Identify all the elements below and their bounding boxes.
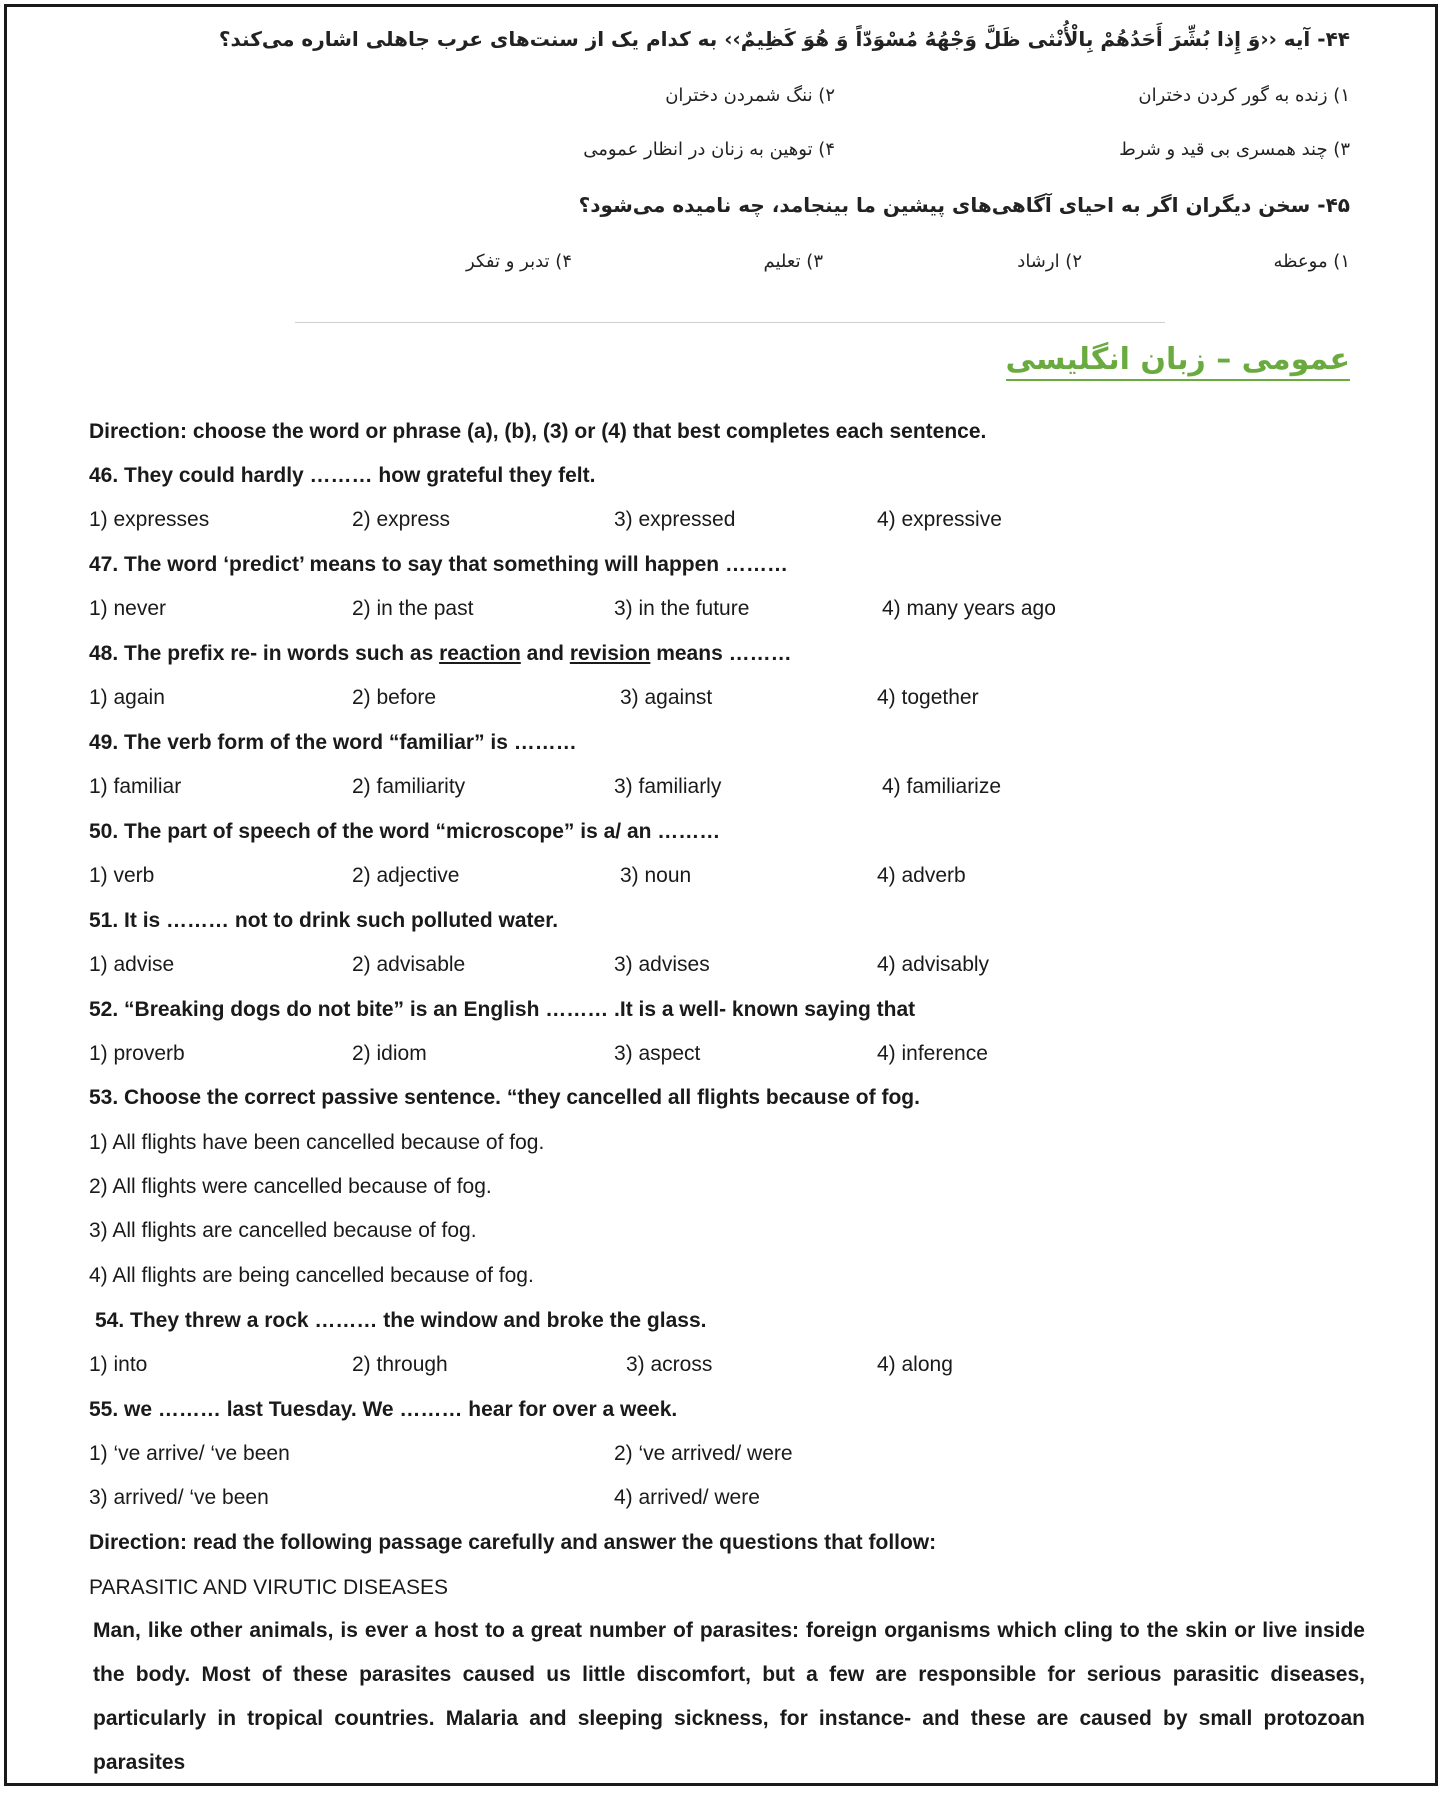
q48-option-3: 3) against [620, 686, 713, 709]
q48-option-2: 2) before [352, 686, 437, 709]
question-44-text: آیه ‹‹وَ إِذا بُشِّرَ أَحَدُهُمْ بِالْأُنْثی ظَلَّ وَجْهُهُ مُسْوَدّاً وَ هُوَ كَظِيمٌ›› به کدام یک از سنت‌های عرب جاهلی اشاره می‌کند؟ [218, 27, 1311, 51]
section-divider [295, 322, 1165, 323]
q54-option-2: 2) through [352, 1353, 448, 1376]
q53-option-1: 1) All flights have been cancelled because of fog. [89, 1131, 545, 1154]
q55-option-1: 1) ‘ve arrive/ ‘ve been [89, 1442, 290, 1465]
exam-page [4, 4, 1438, 1786]
underlined-word-reaction: reaction [439, 642, 521, 665]
q51-option-4: 4) advisably [877, 953, 990, 976]
q46-option-1: 1) expresses [89, 508, 210, 531]
question-50: 50. The part of speech of the word “microscope” is a/ an ……… [89, 820, 721, 843]
direction-2: Direction: read the following passage carefully and answer the questions that follow: [89, 1531, 937, 1554]
q48-option-1: 1) again [89, 686, 165, 709]
q48-option-4: 4) together [877, 686, 979, 709]
question-44-number: ۴۴- [1317, 27, 1350, 51]
q53-option-4: 4) All flights are being cancelled because of fog. [89, 1264, 534, 1287]
question-49: 49. The verb form of the word “familiar” is ……… [89, 731, 577, 754]
q53-option-3: 3) All flights are cancelled because of fog. [89, 1219, 477, 1242]
q49-option-3: 3) familiarly [614, 775, 722, 798]
q52-option-2: 2) idiom [352, 1042, 427, 1065]
q46-option-2: 2) express [352, 508, 451, 531]
q50-option-3: 3) noun [620, 864, 692, 887]
question-46: 46. They could hardly ……… how grateful they felt. [89, 464, 596, 487]
q44-option-1: ۱) زنده به گور کردن دختران [1138, 85, 1350, 106]
question-55: 55. we ……… last Tuesday. We ……… hear for over a week. [89, 1398, 678, 1421]
passage-title: PARASITIC AND VIRUTIC DISEASES [89, 1576, 449, 1599]
q50-option-1: 1) verb [89, 864, 155, 887]
q47-option-2: 2) in the past [352, 597, 474, 620]
question-54: 54. They threw a rock ……… the window and broke the glass. [95, 1309, 707, 1332]
q46-option-3: 3) expressed [614, 508, 736, 531]
question-51: 51. It is ……… not to drink such polluted water. [89, 909, 559, 932]
q47-option-3: 3) in the future [614, 597, 750, 620]
q50-option-4: 4) adverb [877, 864, 966, 887]
q46-option-4: 4) expressive [877, 508, 1002, 531]
q53-option-2: 2) All flights were cancelled because of fog. [89, 1175, 492, 1198]
q49-option-4: 4) familiarize [882, 775, 1002, 798]
q44-option-2: ۲) ننگ شمردن دختران [665, 85, 835, 106]
q47-option-4: 4) many years ago [882, 597, 1056, 620]
q55-option-2: 2) ‘ve arrived/ were [614, 1442, 793, 1465]
q51-option-2: 2) advisable [352, 953, 466, 976]
question-48-tail: means ……… [650, 642, 792, 665]
q45-option-4: ۴) تدبر و تفکر [466, 251, 572, 272]
q52-option-3: 3) aspect [614, 1042, 701, 1065]
q44-option-4: ۴) توهین به زنان در انظار عمومی [583, 139, 835, 160]
q44-option-3: ۳) چند همسری بی قید و شرط [1119, 139, 1350, 160]
direction-1: Direction: choose the word or phrase (a), (b), (3) or (4) that best completes each sentence. [89, 420, 987, 443]
q54-option-4: 4) along [877, 1353, 953, 1376]
question-48 [89, 642, 792, 666]
q45-option-1: ۱) موعظه [1273, 251, 1350, 272]
underlined-word-revision: revision [569, 642, 651, 665]
q51-option-1: 1) advise [89, 953, 175, 976]
q47-option-1: 1) never [89, 597, 167, 620]
section-heading: عمومی – زبان انگلیسی [1006, 342, 1350, 381]
q54-option-1: 1) into [89, 1353, 148, 1376]
question-45 [579, 193, 1350, 217]
q45-option-2: ۲) ارشاد [1017, 251, 1082, 272]
q52-option-4: 4) inference [877, 1042, 988, 1065]
q45-option-3: ۳) تعلیم [763, 251, 823, 272]
question-48-lead: 48. The prefix re- in words such as [89, 642, 440, 665]
q55-option-3: 3) arrived/ ‘ve been [89, 1486, 269, 1509]
question-47: 47. The word ‘predict’ means to say that something will happen ……… [89, 553, 788, 576]
question-52: 52. “Breaking dogs do not bite” is an English ……… .It is a well- known saying that [89, 998, 916, 1021]
question-44 [219, 27, 1350, 51]
q50-option-2: 2) adjective [352, 864, 460, 887]
question-48-mid: and [520, 642, 570, 665]
question-45-text: سخن دیگران اگر به احیای آگاهی‌های پیشین ما بینجامد، چه نامیده می‌شود؟ [578, 193, 1311, 217]
q54-option-3: 3) across [626, 1353, 713, 1376]
passage-text: Man, like other animals, is ever a host to a great number of parasites: foreign organisms which cling to the skin or live inside the body. Most of these parasites caused us little discomfort, but a few are responsible for serious parasitic diseases, particularly in tropical countries. Malaria and sleeping sickness, for instance- and these are caused by small protozoan parasites [93, 1619, 1365, 1774]
q51-option-3: 3) advises [614, 953, 710, 976]
q52-option-1: 1) proverb [89, 1042, 185, 1065]
question-53: 53. Choose the correct passive sentence. “they cancelled all flights because of fog. [89, 1086, 920, 1109]
q49-option-1: 1) familiar [89, 775, 182, 798]
q55-option-4: 4) arrived/ were [614, 1486, 760, 1509]
q49-option-2: 2) familiarity [352, 775, 466, 798]
question-45-number: ۴۵- [1317, 193, 1350, 217]
